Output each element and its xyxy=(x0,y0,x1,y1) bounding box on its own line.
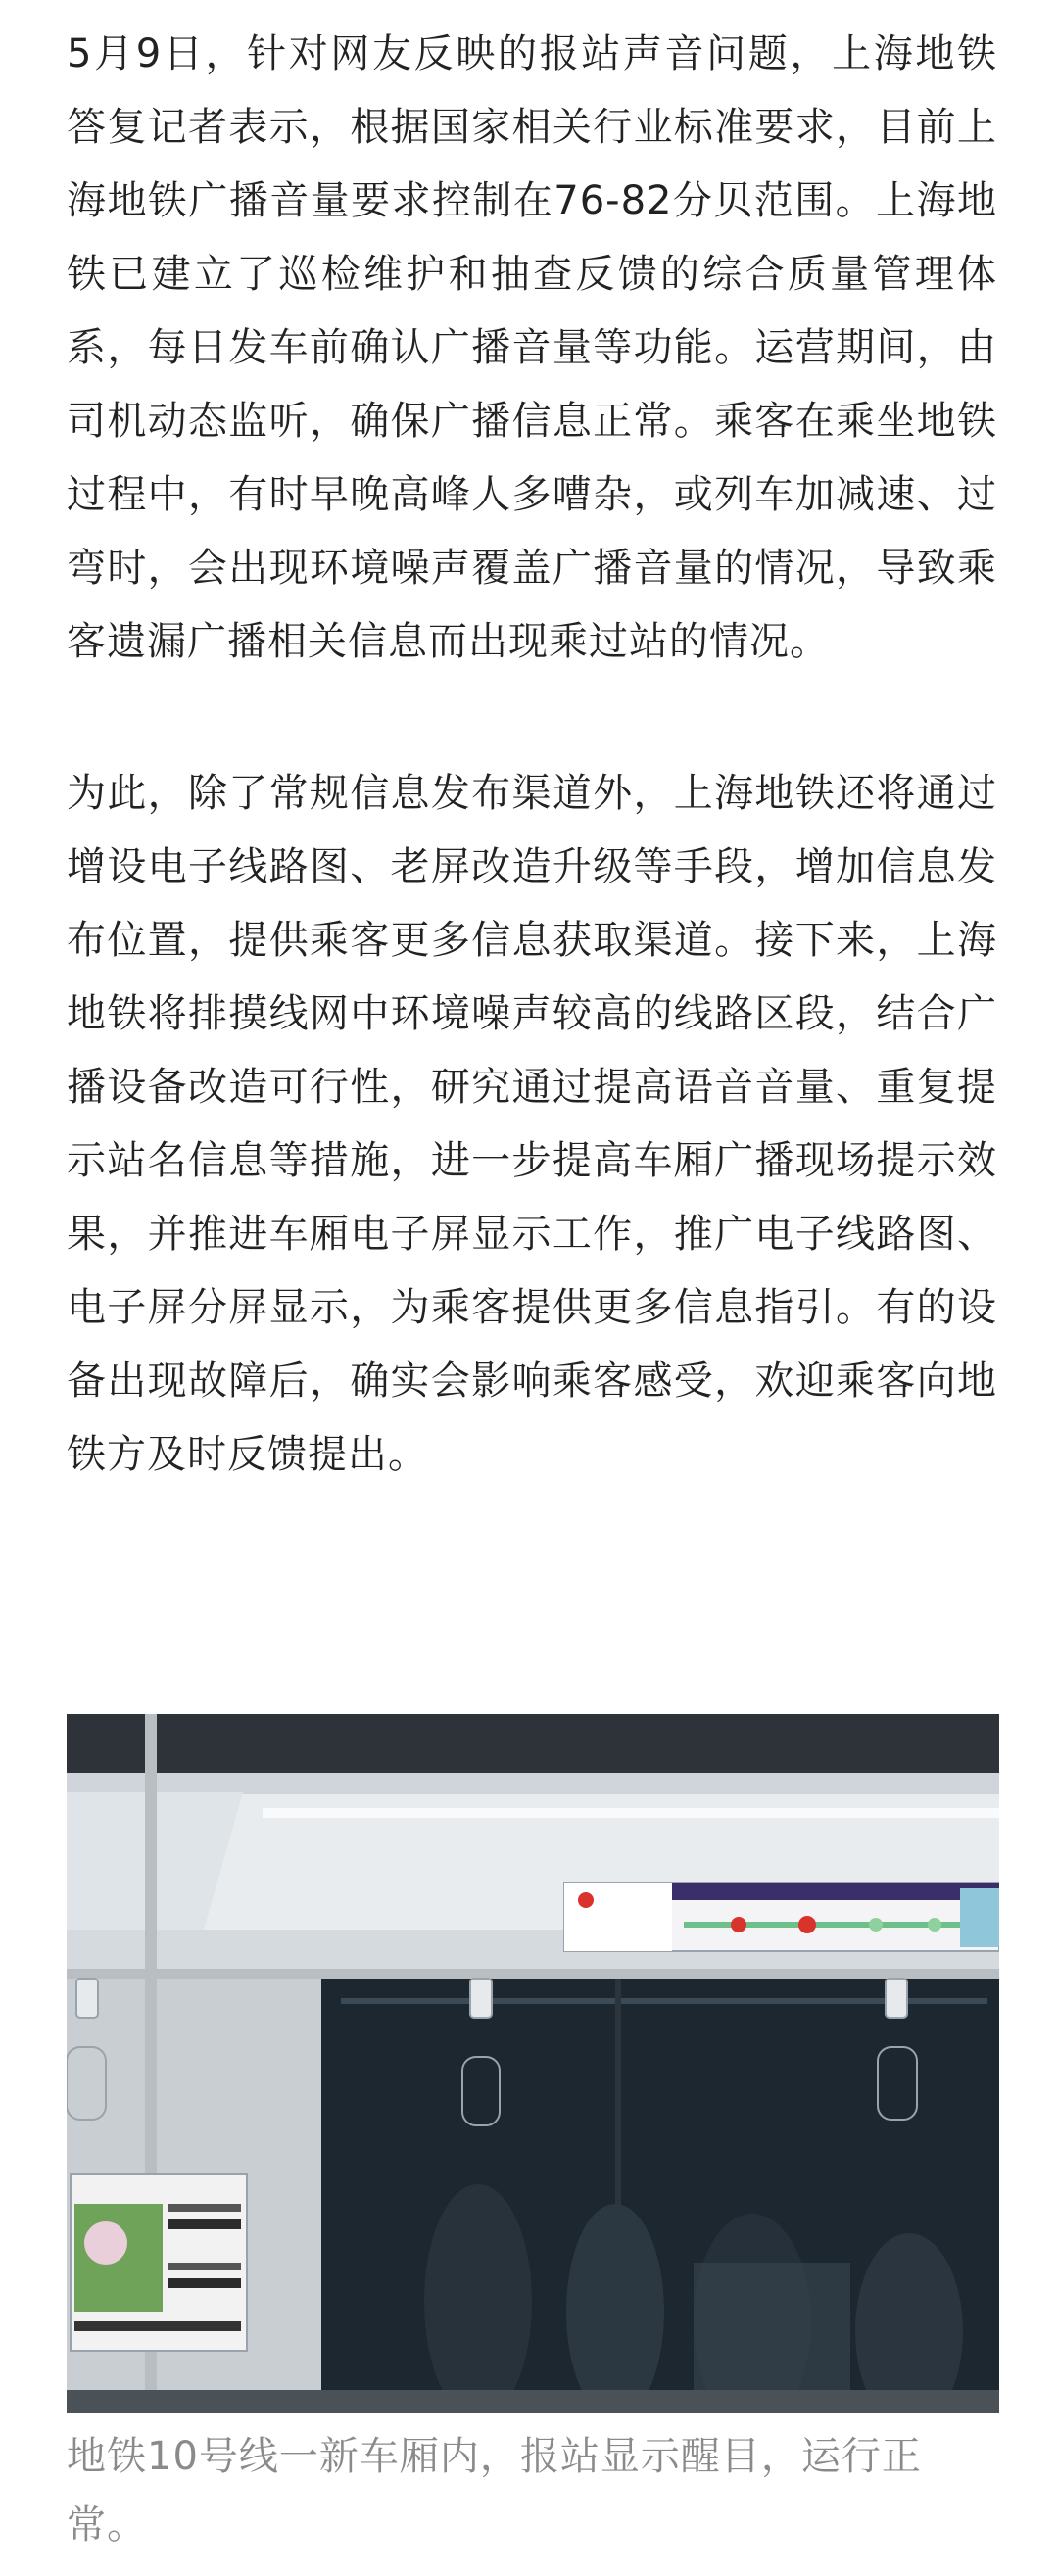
article-paragraph-1: 5月9日，针对网友反映的报站声音问题，上海地铁答复记者表示，根据国家相关行业标准要求，目前上海地铁广播音量要求控制在76-82分贝范围。上海地铁已建立了巡检维护和抽查反馈的综合质量管理体系，每日发车前确认广播音量等功能。运营期间，由司机动态监听，确保广播信息正常。乘客在乘坐地铁过程中，有时早晚高峰人多嘈杂，或列车加减速、过弯时，会出现环境噪声覆盖广播音量的情况，导致乘客遗漏广播相关信息而出现乘过站的情况。 xyxy=(67,31,997,664)
photo-caption: 地铁10号线一新车厢内，报站显示醒目，运行正常。 xyxy=(67,2434,922,2548)
station-display xyxy=(564,1883,999,1951)
door-info-panel xyxy=(71,2174,247,2351)
subway-car-photo[interactable] xyxy=(67,1714,999,2413)
article-paragraph-2: 为此，除了常规信息发布渠道外，上海地铁还将通过增设电子线路图、老屏改造升级等手段，增加信息发布位置，提供乘客更多信息获取渠道。接下来，上海地铁将排摸线网中环境噪声较高的线路区段，结合广播设备改造可行性，研究通过提高语音音量、重复提示站名信息等措施，进一步提高车厢广播现场提示效果，并推进车厢电子屏显示工作，推广电子线路图、电子屏分屏显示，为乘客提供更多信息指引。有的设备出现故障后，确实会影响乘客感受，欢迎乘客向地铁方及时反馈提出。 xyxy=(67,771,997,1477)
article-body xyxy=(67,18,997,1492)
subway-car-interior-illustration xyxy=(67,1714,999,2413)
